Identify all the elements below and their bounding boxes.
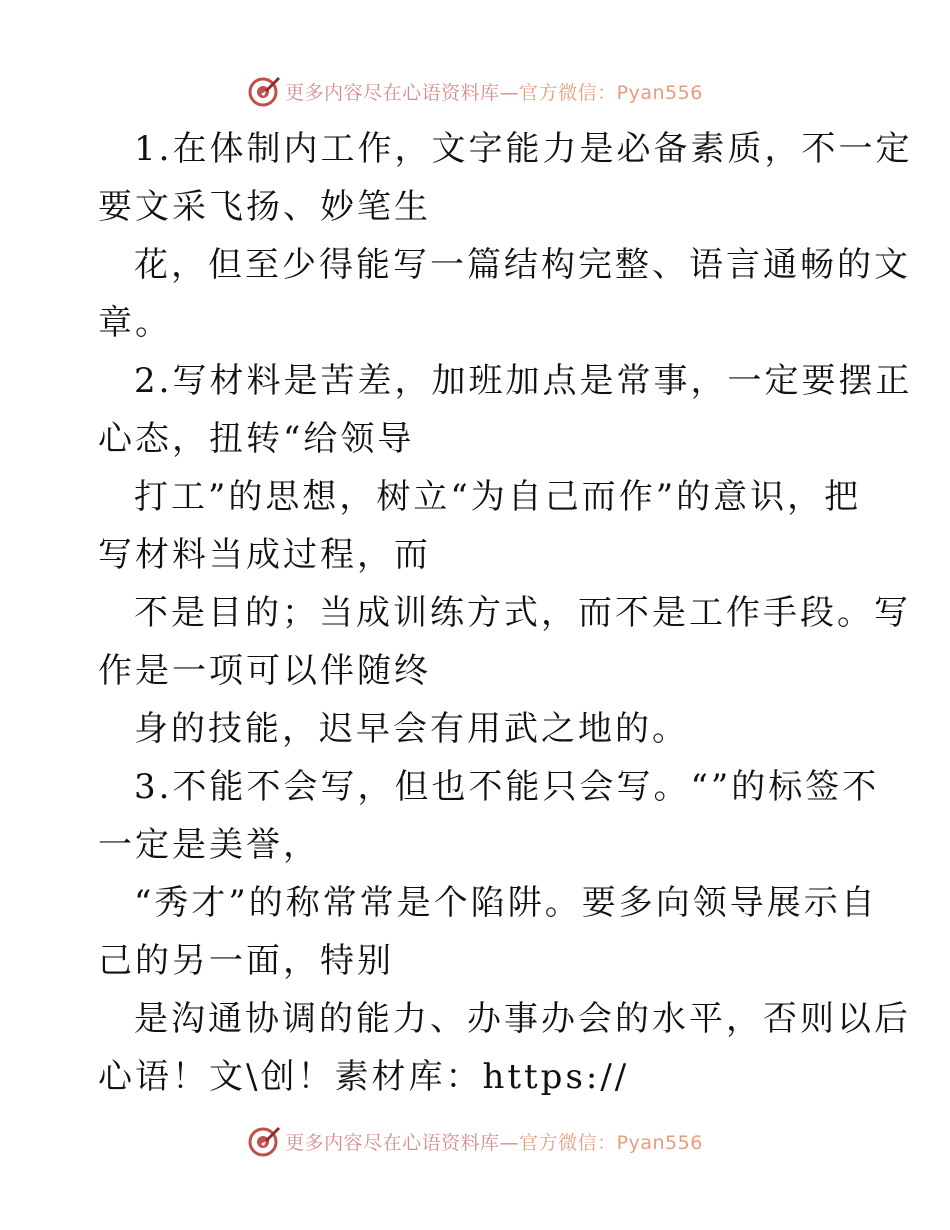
- text-line: 要文采飞扬、妙笔生: [98, 187, 431, 227]
- text-line: 作是一项可以伴随终: [98, 651, 431, 691]
- quill-seal-icon: [247, 74, 281, 108]
- banner-site-name: 更多内容尽在心语资料库: [285, 1131, 500, 1154]
- text-line: 是沟通协调的能力、办事办会的水平，否则以后: [134, 999, 911, 1039]
- banner-wechat: 官方微信：Pyan556: [519, 1131, 703, 1154]
- banner-text: [285, 78, 703, 105]
- banner-dash: —: [499, 1131, 520, 1154]
- banner-wechat: 官方微信：Pyan556: [519, 81, 703, 104]
- banner-text: [285, 1128, 703, 1155]
- banner-site-name: 更多内容尽在心语资料库: [285, 81, 500, 104]
- text-line: 打工”的思想，树立“为自己而作”的意识，把: [134, 477, 862, 517]
- text-line: 心语！文\创！素材库：https://: [98, 1057, 630, 1097]
- header-banner: [0, 71, 950, 111]
- text-line: 花，但至少得能写一篇结构完整、语言通畅的文: [134, 245, 911, 285]
- text-line: 3.不能不会写，但也不能只会写。“”的标签不: [134, 767, 880, 807]
- text-line: 写材料当成过程，而: [98, 535, 431, 575]
- document-body: [98, 120, 913, 1106]
- text-line: 身的技能，迟早会有用武之地的。: [134, 709, 689, 749]
- text-line: 2.写材料是苦差，加班加点是常事，一定要摆正: [134, 361, 913, 401]
- text-line: 己的另一面，特别: [98, 941, 394, 981]
- banner-dash: —: [499, 81, 520, 104]
- text-line: 一定是美誉，: [98, 825, 320, 865]
- text-line: 心态，扭转“给领导: [98, 419, 415, 459]
- text-line: “秀才”的称常常是个陷阱。要多向领导展示自: [134, 883, 878, 923]
- text-line: 章。: [98, 303, 172, 343]
- footer-banner: [0, 1121, 950, 1161]
- quill-seal-icon: [247, 1124, 281, 1158]
- text-line: 1.在体制内工作，文字能力是必备素质，不一定: [134, 129, 913, 169]
- text-line: 不是目的；当成训练方式，而不是工作手段。写: [134, 593, 911, 633]
